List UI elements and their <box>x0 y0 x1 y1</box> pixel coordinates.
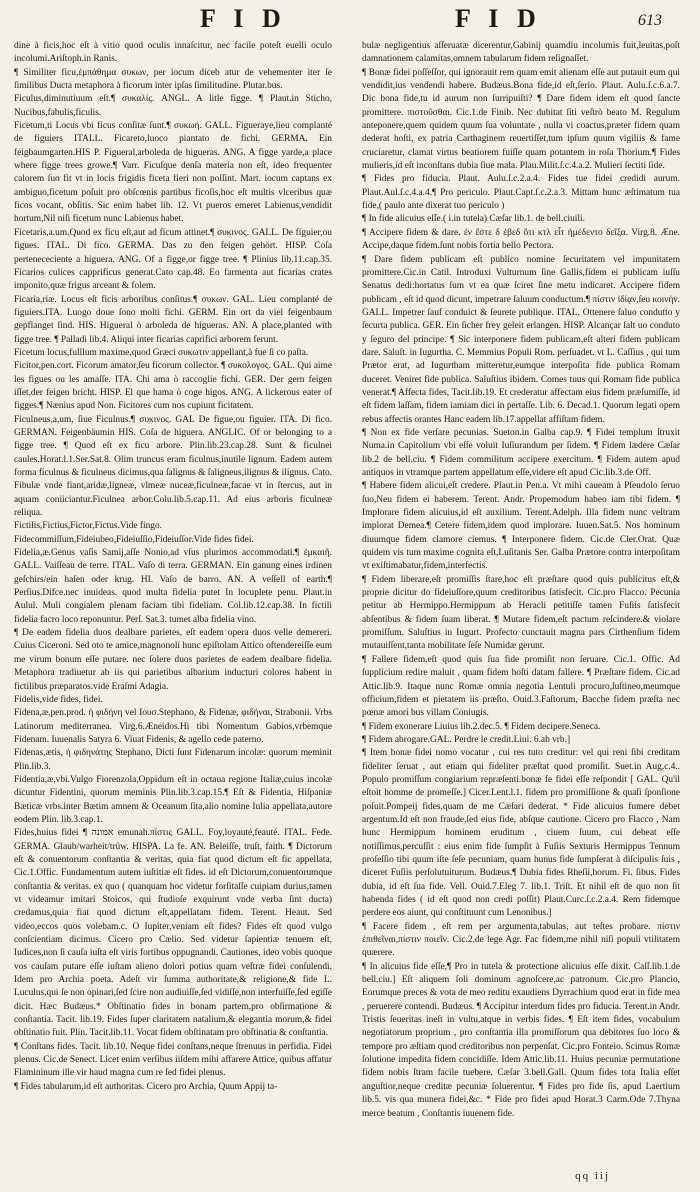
dictionary-entry: Fidelia,æ.Genus vaſis Samij,aſſe Nonio,ad vſus plurimos accommodati.¶ ἐμκαιῆ. GALL. Vaiſſeau de terre. ITAL. Vaſo di terra. GERMAN. Ein ganung eines irdinen geſchirs/ein haſen oder krug. HI. Vaſo de barro. AN. A veſſell of earth.¶ Perſius.Difce.nec inuideas. quod multa fidelia putet In locuplete penu. Plaut.in Aulul. Muli congialem plenam faciam tibi fideliam. Col.lib.12.cap.38. In fictili fidelia facro loco reponuntur. Perſ. Sat.3. tumet alba fidelia vino. <box>14 548 332 625</box>
right-column <box>362 40 680 1165</box>
dictionary-entry: Ficitor,pen.cort. Ficorum amator,ſeu ficorum collector. ¶ συκολογος. GAL. Qui aime les figues ou les amaſſe. ITA. Chi ama ò raccoglie fichi. GER. Der gern feigen iſſet,der feigen bricht. HISP. El que hama ò coge higos. ANG. A lickerous eater of figges.¶ Nænius apud Non. Ficitores cum nos cupiunt ficitatem. <box>14 361 332 412</box>
dictionary-entry: Fidenas,ætis, ἡ φιδηνάτης Stephano, Dicti ſunt Fidenarum incolæ: quorum meminit Plin.lib.3. <box>14 748 332 772</box>
dictionary-entry: ¶ Fallere fidem,eſt quod quis ſua fide promiſit non ſeruare. Cic.1. Offic. Ad ſupplicium redire maluit , quam fidem hoſti datam fallere. ¶ Præſtare fidem. Cic.ad Attic.lib.9. Itaque nunc Romæ omnia negotia Lentuli procuro,ſuſtineo,meumque officium,fidem et pietatem iis præſto. Ouid.3.Faſtorum, Bacche fidem præſta nec pœnæ amori bus villam Coniugis. <box>362 654 680 719</box>
dictionary-entry: ¶ Fides tabularum,id eſt authoritas. Cicero pro Archia, Quum Appij ta- <box>14 1081 278 1092</box>
signature-mark: qq iij <box>575 1170 610 1182</box>
dictionary-entry: ¶ Bonæ fidei poſſeſſor, qui ignorauit rem quam emit alienam eſſe aut putauit eum qui vendidit,ius vendendi habere. Budæus.Bona fide,id eſt,ſerio. Plaut. Aulu.ſ.c.6.a.7. Dic bona fide,tu id aurum non ſurripuiſti? ¶ Dare fidem idem eſt quod ſancte promittere. πιστοῦσθαι. Cic.1.de Finib. Nec dubitat ſiti veſtrò beato M. Regulum anteponere,quem quidem quum ſua voluntate , nulla vi coactus,præter fidem quam dederat hoſti, ex patria Carthaginem reuertiſſet,tum ipſum quum vigiliis & fame cruciaretur, clamat virtus beatiorem fuiſſe quam potantem in roſa Thorium.¶ Fides mulieris,id eſt inconſtans dubia ſiue mala. Plau.Milit.ſ.c.4.a.2. Mulieri ſectiti ſide. <box>362 67 680 172</box>
dictionary-entry: ¶ Facere fidem , eſt rem per argumenta,tabulas, aut teſtes probare. πίστιν ἐπιθεῖναι,πίστιν ποιεῖν. Cic.2.de lege Agr. Fac fidem,me nihil niſi populi vtilitatem quærere. <box>362 921 680 959</box>
dictionary-entry: Ficulneus,a,um, ſiue Ficulnus.¶ συκινος. GAL De figue,ou figuier. ITA. Di fico. GERMAN. Feigenbäumin HIS. Coſa de higuera. ANGLIC. Of or belonging to a figge tree. ¶ Quod eſt ex ficu arbore. Plin.lib.23.cap.28. Sunt & ficulnei caules.Horat.l.1.Ser.Sat.8. Olim truncus eram ficulnus,inutile lignum. Eadem autem forma ficulnus & ficulneus dicimus,qua ſalignus & ſaligneus,ilignus & ilignus. Cato. Fibulæ vnde fiant,aridæ,ligneæ, vlmeæ nuceæ,ficulneæ,facae vt in ſtercus, aut in aquam coniiciantur.Ficulnea arbor.Colu.lib.5.cap.11. Ad eius arboris ficulneæ reliqua. <box>14 414 332 519</box>
dictionary-entry: Ficetum locus,fulllum maxime,quod Græci συκωτιν appellant,à fue ſi co paſta. <box>14 347 309 358</box>
dictionary-entry: Fidentia,æ,vbi.Vulgo Fiorenzola,Oppidum eſt in octaua regione Italiæ,cuius incolæ dicuntur Fidentini, quorum meminis Plin.lib.3.cap.15.¶ Eſt & Fidentia, Hiſpaniæ Bæticæ vrbs.inter Bætim amnem & Oceanum ſita,alio nomine Iulia appellata,autore eodem Plin. lib.3.cap.1. <box>14 774 332 825</box>
dictionary-entry: Fides,huius fidei ¶ אמונה emunah.πίστις GALL. Foy,loyauté,feauté. ITAL. Fede. GERMA. Glaub/warheit/trüw. HISPA. La fe. AN. Beleiſſe, truſt, faith. ¶ Dictorum eſt & conuentorum conſtantia & veritas, quia fiat quod dictum eſt fic appellata, Cic.1.Offic. Fundamentum autem iuſtitiæ eſt fides. id eſt Dictorum,conuentorumque conſtantia & veritas. ex quo ( quanquam hoc videtur forſitaſſe cuipiam durius,tamen vt videamur imitari Stoicos, qui ſtudioſe exquirunt vnde verba ſint ducta) credamus,quia fiat quod dictum eſt,appellatam fidem. Terent. Heaut. Sed video,eccos quos volebam.c. O Iupiter,veniam eſt fides? Fides eſt quod vulgo conſcientiam dicimus. Cicero pro Cælio. Sed videtur ſapientiæ tenuem eſt, Iudices,non ſi cauſa iuſta eſt viris fortibus oppugnandi. Cautiones, ideo vobis quoque vos cauſam putare eſſe iuſtam alieno dolori potius quam veſtræ fidei conſulendi. Idem pro Archia poeta. Adeſt vir ſumma authoritate,& religione,& fide L. Luculus,qui ſe non opinari,ſed ſcire non audiuiſſe,ſed vidiſſe,non interfuiſſe,ſed egiſſe dicit. Hæc Budæus.* Obſtinatio fides in bonam partem,pro obſirmatione & conſtantia. Tacit. lib.19. Fides ſuper claritatem natalium,& elegantia morum,& fidei obſtinatio fuit. Plin. Tacit.lib.11. Vocat fidem obſtinatam pro obſtinatia & conſtantia. <box>14 828 332 1039</box>
dictionary-entry: ¶ Dare fidem publicam eſt publico nomine ſecuritatem vel impunitatem promittere.Cic.in Catil. Introduxi Vulturnum ſine Gallis,fidem ei publicam iuſſu Senatus dedi:hortatus ſum vt ea quæ ſciret ſine metu indicaret. Accipere fidem publicam , eſt id quod dicunt, impetrare ſaluum conductum.¶ πίστιν ἰδίᾳν,ſeu κοινὴν. GALL. Impetrer ſauf conduict & ſeurete publique. ITAL. Ottenere ſaluo condutto y ſecurta publica. GER. Ein ſicher frey geleit erlangen. HISP. Alcançar ſalt uo conduto y ſeguro del principe. ¶ Sic interponere fidem publicam,eſt alteri fidem publicam dare. Saluſt. in Iugurtha. C. Memmius Populi Rom. perſuadet. vt L. Caſſius , qui tum Prætor erat, ad Iugurtham mitteretur,eumque interpoſita fide publica Romam duceret. Veniret fide publica. Saluſtius ibidem. Comes tuus qui Romam fide publica venerat.¶ Affecta fides, Tacit.lib.19. Et crederatur affectam eius fidem præſumiſſe, id eſt fidem laſſam, fidem iamiam dici in pertaſſe. Lib. 6. Decad.1. Quorum legati opem rebus affectis orantes Hanc eadem lib.17.appellat affiſtam fidem. <box>362 254 680 425</box>
dictionary-entry: bulæ negligentius aſſeruatæ dicerentur,Gabinij quamdiu incolumis fuit,leuitas,poſt damnationem calamitas,omnem tabularum fidem reſignaſſet. <box>362 41 680 65</box>
dictionary-entry: ¶ Similiter ficu,ἐμπάθημα συκων, per iocum diceb atur de vehementer iter ſe ſimilibus Ducta metaphora à ficorum inter ipſas ſimilitudine. Plutar.bus. <box>14 67 332 92</box>
dictionary-entry: ¶ Conſtans fides. Tacit. lib.10. Neque fidei conſtans,neque ſtrenuus in perfidia. Fidei plenus. Cic.de Senect. Licet enim verſibus iiſdem mihi affarere Attice, quibus affatur Flamininum ille vir haud magna cum re ſed fidei plenus. <box>14 1041 332 1079</box>
dictionary-entry: ¶ In fide alicuius eſſe.( i.in tutela) Cæſar lib.1. de bell.ciuili. <box>362 214 585 225</box>
dictionary-entry: ¶ Fides pro fiducia. Plaut. Aulu.ſ.c.2.a.4. Fides tue fidei credidi aurum. Plaut.Aul.ſ.c.4.a.4.¶ Pro periculo. Plaut.Capt.ſ.c.2.a.3. Mittam hunc æſtimatum tua fide,( paulo ante dixerat tuo periculo ) <box>362 174 680 212</box>
dictionary-entry: ¶ Item bonæ fidei nomo vocatur , cui res tuto creditur: vel qui reni ſibi creditam fideliter ſeruat , aut etiam qui fideliter præſtat quod promiſit. Suet.in Aug.c.4.. Populo promiſſum congiarium repræſenti.bonæ fe fidei eſſe reſpondit [ GAL. Qu'il eſtoit homme de promeſſe.] Cicer.Lent.l.1. fidem pro promiſſione & quaſi ſponſione poſuit.Pompeij fides,quam de me Cæſari dederat. * Fide alicuius fumere debet argentum.Id eſt non fraude,ſed eius fide, abſque cautione. Cicero pro Flacco , Nam hunc Hermippum hominem eruditum , ciuem ſuum, cui debeat eſſe notiſſimus,percuſſit : eius enim fide ſumpſit à Fuſiis Sexturis Hermippus Tennum proſeſſio tibi quum iſte ſeſe pecuniam, quam hunus fide ſumpſerat à diſcipulis ſuis , diceret Fuſiis perſolutuiturum. Budæus.¶ Dubia fides Rheſii,horum. Fi. ſibus. Fides dubia, id eſt ſua fide. Vell. Ouid.7.Eleg 7. lib.1. Triſt. Et nihil eſt de quo non ſit habenda fides ( id eſt quod non credi poſſit) Plaut.Curc.ſ.c.2.a.4. Rem fidemque perdere eos aiunt, qui conſtituunt cum Lenonibus.] <box>362 748 680 919</box>
dictionary-entry: ¶ Fidem liberare,eſt promiſſis ſtare,hoc eſt præſtare quod quis publicitus eſt,& proprie dicitur do fideiuſſore,quum creditoribus ſatisfecit. Cic.pro Flacco. Pecunia petitur ab Hermippo.Hermippum ab Heracli petitiſſe tamen Fuſiis ſatisfecit abſentibus & fidem ſuam liberat. ¶ Mutare fidem,eſt pactum reſcindere.& violare promiſſum. Saluſtius in Iugurt. Profecto cunctauit magna pars Cirthenſium fidem mutauiſſent,tanta mobilitate ſeſe Numidæ gerunt. <box>362 574 680 652</box>
running-head-left: F I D <box>200 4 287 33</box>
page-number: 613 <box>638 12 662 29</box>
left-column <box>14 40 332 1165</box>
dictionary-entry: Fidecommiſſum,Fideiubeo,Fideiuſſio,Fideiuſſor.Vide fides fidei. <box>14 534 254 545</box>
dictionary-entry: ¶ Fidem exonerare Liuius lib.2.dec.5. ¶ Fidem decipere.Seneca. <box>362 721 601 732</box>
dictionary-entry: ¶ Habere fidem alicui,eſt credere. Plaut.in Pen.a. Vt mihi caueam à Pſeudolo ſeruo ſuo,Neu fidem ei haberem. Terent. Andr. Propemodum habeo iam tibi fidem. ¶ Implorare fidem alicuius,id eſt auxilium. Terent.Adelph. Illa fidem nunc veſtram implorat Demea.¶ Cetere fidem,idem quod implorare. Iuuen.Sat.5. Nos hominum diuumque fidem clamore ciemus. ¶ Interponere fidem. Cic.de Cler.Orat. Quæ quidem vis tum maxime cognita eſt,Luſitanis Ser. Galba Prætore contra interpoſitam vt exiſtimabatur,fidem,interfectis. <box>362 481 680 572</box>
running-head-right: F I D <box>455 4 542 33</box>
dictionary-entry: ¶ Fidem abrogare.GAL. Perdre le credit.Liui. 6.ab vrb.] <box>362 734 571 745</box>
dictionary-entry: Ficaria,riæ. Locus eſt ficis arboribus conſitus.¶ συκων. GAL. Lieu complanté de figuiers.ITA. Luogo doue ſono molti fichi. GERM. Ein ort da viel feigenbaum gepflanget ſind. HIS. Higueral ò arboleda de higueras. AN. A place,planted with figge tree. ¶ Palladi lib.4. Aliqui inter ficarias caprifici arborem ferunt. <box>14 294 332 345</box>
dictionary-entry: ¶ In alicuius fide eſſe,¶ Pro in tutela & protectione alicuius eſſe dixit. Caſſ.lib.1.de bell.ciu.] Eſt aliquem ſoli dominum agnoſcere,ac patronum. Cic.pro Plancio, Eorumque preces & vota de meo reditu exaudiens Dyrrachium quod erat in fide mea , peruerere contendi. Budæus. ¶ Accipitur interdum fides pro fiducia. Terent.in Andr. Tristis ſeueritas ineſt in vultu,atque in verbis fides. ¶ Eſt item fides, vocabulum negotiatorum proprium , pro conſtantia illa promiſſorum qua debitores ſuo loco & tempore pro æſtiam quod creditoribus non perpenſat. Cic.pro Fonteio. Scimus Romæ ſolutione impedita fidem concidiſſe. Idem Attic.lib.11. Huius pecuniæ permutatione fidem nobis ſtram facile tuebere. Cæſar 3.bell.Gall. Quum fides tota Italia eſſet anguſtior,neque creditæ pecuniæ ſoluerentur. ¶ Fides pro fide ſis, apud Laertium lib.5. vis qua munera fidei,&c. * Fide pro fidei apud Horat.3 Carm.Ode 7.Thyna merce beatum , Conſtantis iuuenem fide. <box>362 961 680 1119</box>
dictionary-entry: ¶ De eadem fidelia duos dealbare parietes, eſt eadem opera duos velle demereri. Cuius Ciceroni. Sed oto te amice,magnonolí hunc epiſtolam Attico oftendereiſſe eum me virum bonum eſſe putare. nec ſolere duos parietes de eadem dealbare fidelia. Metaphora tradiuetur ab iis qui parietibus albarium inducturi colores habent in fictilibus præparatos.vide Eraſmi Adagia. <box>14 628 332 692</box>
dictionary-entry: Ficulus,diminutiuum eſt.¶ συκαλίς. ANGL. A litle figge. ¶ Plaut.in Sticho, Nucibus,fabulis,ficulis. <box>14 94 332 118</box>
dictionary-entry: Ficetaris,a.um.Quod ex ficu eſt,aut ad ficum attinet.¶ συκινος. GALL. De figuier,ou figues. ITAL. Di fico. GERMA. Das zu den feigen gehört. HISP. Coſa pertenececiente a higuera. ANG. Of a figge,or figge tree. ¶ Plinius lib.11.cap.35. Ficarios culices capprificus generat.Cato cap.48. Eo farmenta aut ficarias crates imponito,quæ frigus arceant & folem. <box>14 227 332 292</box>
dictionary-entry: Ficetum,ti Locus vbi ficus conſitæ ſunt.¶ συκωή. GALL. Figueraye,lieu complanté de figuiers ITALL. Ficareto,luoco piantato de fichi. GERMA. Ein feigbaumgarten.HIS P. Figueral,arboleda de higueras. ANG. A figge yarde,a place where figge trees growe.¶ Varr. Ficuſque denſa materia non eſt, ideo frequenter calorem ſuo fit vt in locis frigidis ficeta fieri non poſſint. Mart. iocum captans ex ambiguo,ficetum poſuit pro obſcœnis partibus ficoſis,hoc eſt multis vlceribus quæ ficos vocant, obſitis. Sic enim habet lib. 12. Vt pueros emeret Labienus,vendidit hortum,Nil niſi ficetum nunc Labienus habet. <box>14 121 332 225</box>
dictionary-entry: Fidelis,vide fides, fidei. <box>14 694 103 705</box>
dictionary-entry: Fidena,æ,pen.prod. ἡ φιδήνη vel Ιουσ.Stephano, & Fidenæ, φιδήναι, Strabonii. Vrbs Latinorum mediterranea. Virg.6.Æneidos.Hi tibi Nomentum Gabios,vrbemque Fidenam. Iuuenalis Satyra 6. Viuat Fidenis, & agello cede paterno. <box>14 708 332 745</box>
dictionary-entry: ¶ Accipere fidem & dare. ἐν ἔστε δ ἐβεδ ὅτι κτλ εἶτ ἡμέδεντο δεῖξα. Virg.8. Æne. Accipe,daque fidem.ſunt nobis fortia bello Pectora. <box>362 227 680 252</box>
dictionary-entry: Fictilis,Fictius,Fictor,Fictus.Vide fingo. <box>14 521 163 532</box>
dictionary-entry: ¶ Non ex fide verſare pecunias. Sueton.in Galba cap.9. ¶ Fidei templum ſtruxit Numa.in Capitolium vbi eſſe voluit Iuſiurandum per ſidem. ¶ Fidem lædere Cæſar lib.2 de bell.ciu. ¶ Fidem commilitum accipere exercitum. ¶ Fidem autem apud antiquos in vtramque partem appellatum eſſe,videre eſt apud Cic.lib.3.de Off. <box>362 427 680 478</box>
dictionary-entry: dine à ficis,hoc eſt à vitio quod oculis innaſcitur, nec facile poteſt euelli oculo incolumi.Ariſtoph.in Ranis. <box>14 41 332 65</box>
